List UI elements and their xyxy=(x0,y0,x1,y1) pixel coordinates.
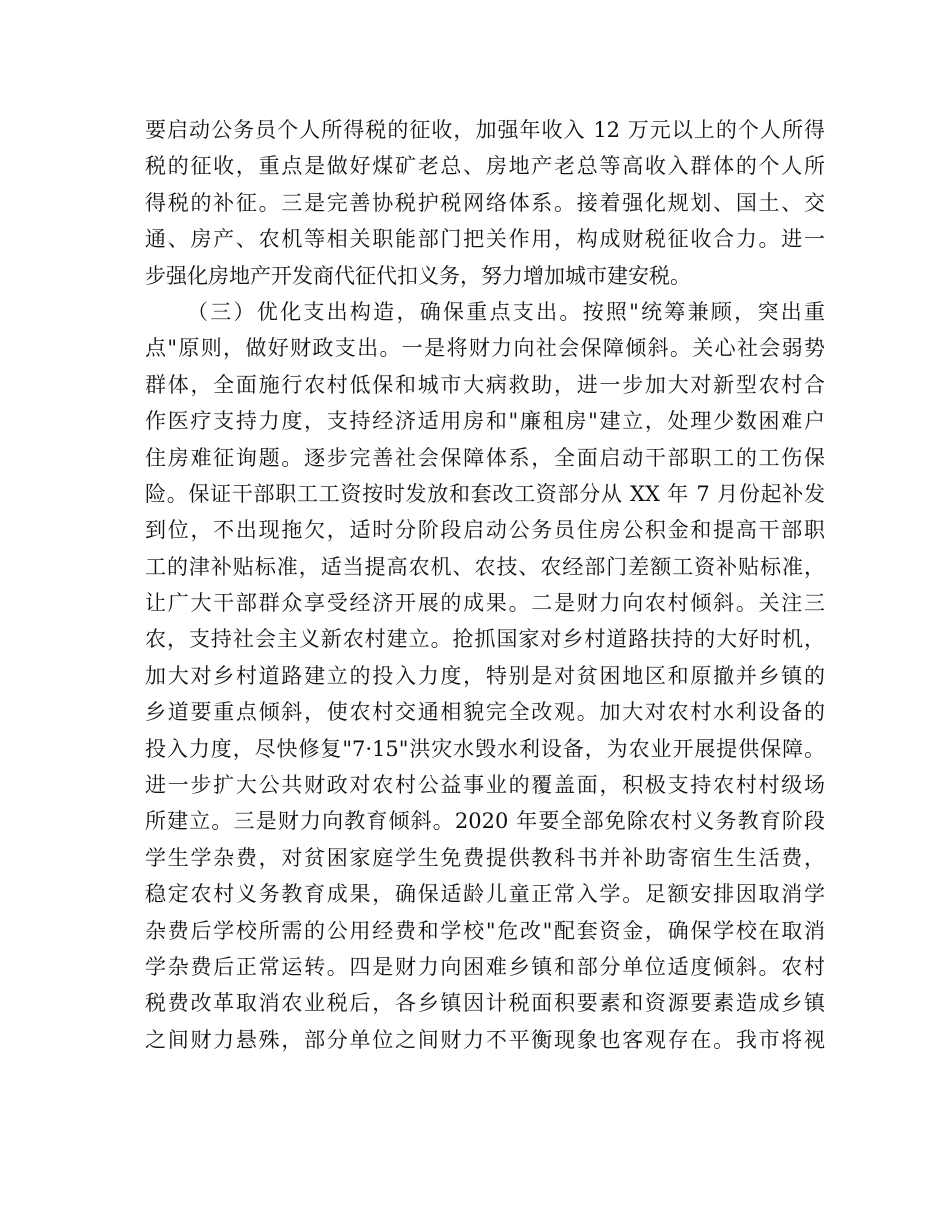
text-line: 杂费后学校所需的公用经费和学校"危改"配套资金，确保学校在取消 xyxy=(145,918,825,943)
text-line: 所建立。三是财力向教育倾斜。2020 年要全部免除农村义务教育阶段 xyxy=(145,809,825,834)
text-line: 农，支持社会主义新农村建立。抢抓国家对乡村道路扶持的大好时机， xyxy=(145,627,825,652)
text-line: 加大对乡村道路建立的投入力度，特别是对贫困地区和原撤并乡镇的 xyxy=(145,663,825,688)
body-text xyxy=(145,112,825,1058)
text-line: 学生学杂费，对贫困家庭学生免费提供教科书并补助寄宿生生活费， xyxy=(145,845,825,870)
text-line: 到位，不出现拖欠，适时分阶段启动公务员住房公积金和提高干部职 xyxy=(145,518,825,543)
section-heading-line: （三）优化支出构造，确保重点支出。按照"统筹兼顾，突出重 xyxy=(187,299,825,324)
text-line: 群体，全面施行农村低保和城市大病救助，进一步加大对新型农村合 xyxy=(145,372,825,397)
text-line: 学杂费后正常运转。四是财力向困难乡镇和部分单位适度倾斜。农村 xyxy=(145,954,825,979)
text-line: 之间财力悬殊，部分单位之间财力不平衡现象也客观存在。我市将视 xyxy=(145,1027,825,1052)
text-line: 税的征收，重点是做好煤矿老总、房地产老总等高收入群体的个人所 xyxy=(145,154,825,179)
text-line: 税费改革取消农业税后，各乡镇因计税面积要素和资源要素造成乡镇 xyxy=(145,991,825,1016)
text-line: 作医疗支持力度，支持经济适用房和"廉租房"建立，处理少数困难户 xyxy=(145,409,825,434)
text-line: 乡道要重点倾斜，使农村交通相貌完全改观。加大对农村水利设备的 xyxy=(145,700,825,725)
text-line: 得税的补征。三是完善协税护税网络体系。接着强化规划、国土、交 xyxy=(145,190,825,215)
text-line: 险。保证干部职工工资按时发放和套改工资部分从 XX 年 7 月份起补发 xyxy=(145,481,825,506)
text-line: 步强化房地产开发商代征代扣义务，努力增加城市建安税。 xyxy=(145,263,691,288)
text-line: 要启动公务员个人所得税的征收，加强年收入 12 万元以上的个人所得 xyxy=(145,118,825,142)
text-line: 住房难征询题。逐步完善社会保障体系，全面启动干部职工的工伤保 xyxy=(145,445,825,470)
text-line: 通、房产、农机等相关职能部门把关作用，构成财税征收合力。进一 xyxy=(145,227,825,252)
text-line: 稳定农村义务教育成果，确保适龄儿童正常入学。足额安排因取消学 xyxy=(145,882,825,907)
text-line: 让广大干部群众享受经济开展的成果。二是财力向农村倾斜。关注三 xyxy=(145,591,825,616)
text-line: 点"原则，做好财政支出。一是将财力向社会保障倾斜。关心社会弱势 xyxy=(145,336,825,361)
text-line: 进一步扩大公共财政对农村公益事业的覆盖面，积极支持农村村级场 xyxy=(145,773,825,798)
text-line: 工的津补贴标准，适当提高农机、农技、农经部门差额工资补贴标准， xyxy=(145,554,825,579)
text-line: 投入力度，尽快修复"7·15"洪灾水毁水利设备，为农业开展提供保障。 xyxy=(145,736,825,761)
